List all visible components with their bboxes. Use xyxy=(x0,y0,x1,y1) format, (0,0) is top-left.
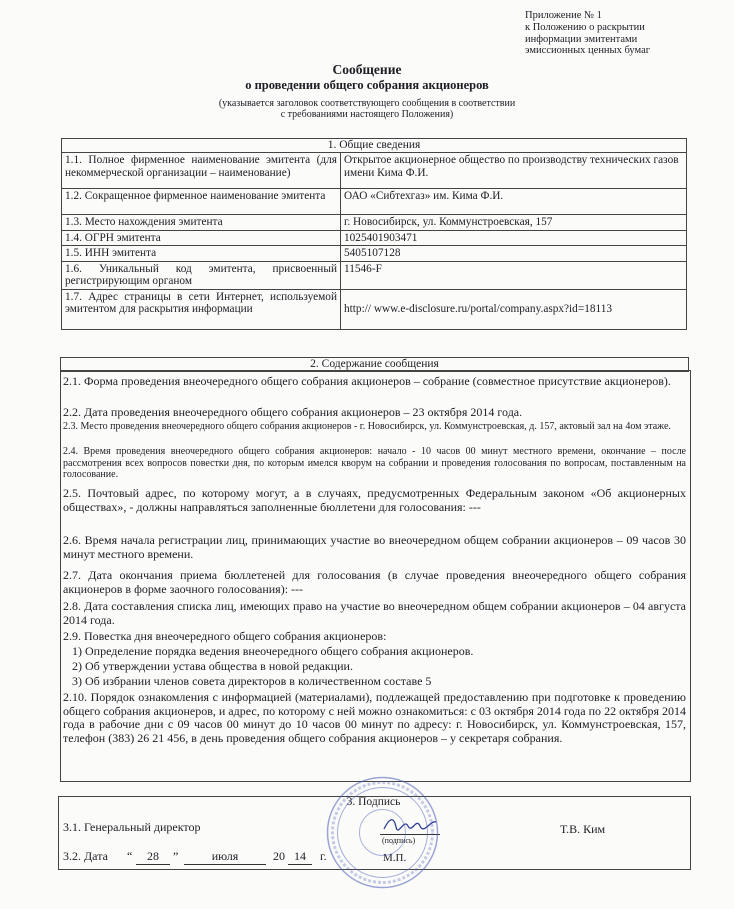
row-label: 1.4. ОГРН эмитента xyxy=(62,230,341,246)
date-day-close-quote: ” xyxy=(173,849,179,863)
section1-header: 1. Общие сведения xyxy=(61,138,687,153)
table-row xyxy=(62,289,687,329)
appendix-line-2: к Положению о раскрытии xyxy=(525,21,645,33)
date-day: 28 xyxy=(136,849,170,865)
general-info-table xyxy=(61,152,687,330)
date-label: 3.2. Дата xyxy=(63,849,108,863)
row-label: 1.5. ИНН эмитента xyxy=(62,246,341,262)
table-row xyxy=(62,246,687,262)
appendix-line-1: Приложение № 1 xyxy=(525,10,602,21)
signer-name: Т.В. Ким xyxy=(560,822,606,836)
table-row xyxy=(62,189,687,215)
item-2-7: 2.7. Дата окончания приема бюллетеней для голосования (в случае проведения внеочередного общего собрания акционеров в форме заочного голосования): --- xyxy=(63,568,686,596)
document-title: Сообщение xyxy=(332,62,402,77)
date-year: 14 xyxy=(288,849,312,865)
signature-caption: (подпись) xyxy=(382,836,416,845)
row-value: ОАО «Сибтехгаз» им. Кима Ф.И. xyxy=(341,189,687,215)
date-year-prefix: 20 xyxy=(273,849,285,863)
item-2-9: 2.9. Повестка дня внеочередного общего собрания акционеров: xyxy=(63,629,387,643)
title-note-line-1: (указывается заголовок соответствующего сообщения в соответствии xyxy=(218,98,516,109)
item-2-1: 2.1. Форма проведения внеочередного общего собрания акционеров – собрание (совместное присутствие акционеров). xyxy=(63,374,671,388)
table-row xyxy=(62,215,687,231)
row-label: 1.6. Уникальный код эмитента, присвоенный регистрирующим органом xyxy=(62,261,341,289)
date-year-suffix: г. xyxy=(320,849,327,863)
row-label: 1.1. Полное фирменное наименование эмитента (для некоммерческой организации – наименование) xyxy=(62,153,341,189)
document-subtitle: о проведении общего собрания акционеров xyxy=(245,78,489,92)
appendix-note xyxy=(525,10,725,57)
date-day-open-quote: “ xyxy=(127,849,133,863)
agenda-item: 2) Об утверждении устава общества в новой редакции. xyxy=(72,659,353,673)
agenda-item: 3) Об избрании членов совета директоров в количественном составе 5 xyxy=(72,674,432,688)
item-2-4: 2.4. Время проведения внеочередного общего собрания акционеров: начало - 10 часов 00 минут местного времени, окончание – после рассмотрения всех вопросов повестки дня, по которым имелся кворум на собрании и проведения голосования по вопросам, поставленным на голосование. xyxy=(63,446,686,480)
row-value: г. Новосибирск, ул. Коммунстроевская, 157 xyxy=(341,215,687,231)
item-2-2: 2.2. Дата проведения внеочередного общего собрания акционеров – 23 октября 2014 года. xyxy=(63,405,523,419)
row-value: 11546-F xyxy=(341,261,687,289)
item-2-3: 2.3. Место проведения внеочередного общего собрания акционеров - г. Новосибирск, ул. Коммунстроевская, д. 157, актовый зал на 4ом этаже. xyxy=(63,421,671,432)
item-2-5: 2.5. Почтовый адрес, по которому могут, а в случаях, предусмотренных Федеральным законом «Об акционерных обществах», - должны направляться заполненные бюллетени для голосования: --- xyxy=(63,486,686,514)
row-label: 1.2. Сокращенное фирменное наименование эмитента xyxy=(62,189,341,215)
item-2-8: 2.8. Дата составления списка лиц, имеющих право на участие во внеочередном общем собрании акционеров – 04 августа 2014 года. xyxy=(63,599,686,627)
row-value: Открытое акционерное общество по производству технических газов имени Кима Ф.И. xyxy=(341,153,687,189)
item-2-6: 2.6. Время начала регистрации лиц, принимающих участие во внеочередном общем собрании акционеров – 09 часов 30 минут местного времени. xyxy=(63,533,686,561)
section3-header: 3. Подпись xyxy=(346,796,401,808)
row-label: 1.7. Адрес страницы в сети Интернет, используемой эмитентом для раскрытия информации xyxy=(62,289,341,329)
row-label: 1.3. Место нахождения эмитента xyxy=(62,215,341,231)
row-value: http:// www.e-disclosure.ru/portal/company.aspx?id=18113 xyxy=(341,289,687,329)
title-note xyxy=(0,98,734,120)
date-month: июля xyxy=(184,849,266,865)
title-note-line-2: с требованиями настоящего Положения) xyxy=(280,109,454,120)
seal-label: М.П. xyxy=(383,852,407,864)
signer-position: 3.1. Генеральный директор xyxy=(63,820,201,834)
appendix-line-4: эмиссионных ценных бумаг xyxy=(525,45,651,57)
company-stamp-icon xyxy=(325,775,440,890)
table-row xyxy=(62,153,687,189)
row-value: 1025401903471 xyxy=(341,230,687,246)
appendix-line-3: информации эмитентами xyxy=(525,33,638,45)
row-value: 5405107128 xyxy=(341,246,687,262)
agenda-item: 1) Определение порядка ведения внеочередного общего собрания акционеров. xyxy=(72,644,474,658)
table-row xyxy=(62,230,687,246)
table-row xyxy=(62,261,687,289)
section2-header: 2. Содержание сообщения xyxy=(60,357,689,372)
item-2-10: 2.10. Порядок ознакомления с информацией (материалами), подлежащей предоставлению при подготовке к проведению общего собрания акционеров, и адрес, по которому с ней можно ознакомиться: с 03 октября 2014 года по 22 октября 2014 года в рабочие дни с 09 часов 00 минут до 10 часов 00 минут по адресу: г. Новосибирск, ул. Коммунстроевская, 157, телефон (383) 26 21 456, в день проведения общего собрания акционеров – у секретаря собрания. xyxy=(63,690,686,745)
